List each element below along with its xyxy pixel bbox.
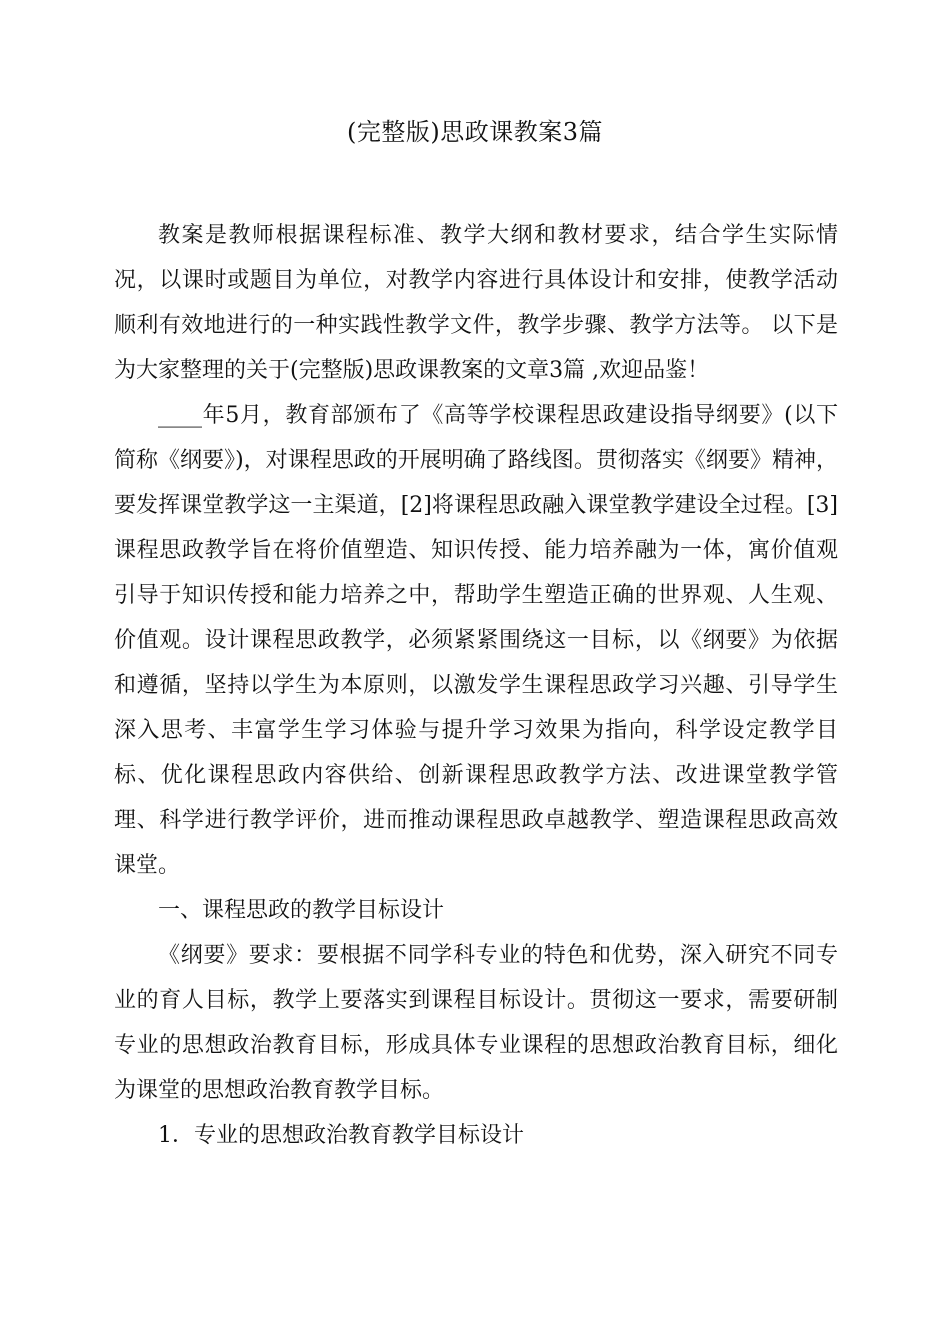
paragraph-background: ____年5月，教育部颁布了《高等学校课程思政建设指导纲要》(以下简称《纲要》)，对课程思政的开展明确了路线图。贯彻落实《纲要》精神，要发挥课堂教学这一主渠道，[2]将课程思政融入课堂教学建设全过程。[3]课程思政教学旨在将价值塑造、知识传授、能力培养融为一体，寓价值观引导于知识传授和能力培养之中，帮助学生塑造正确的世界观、人生观、价值观。设计课程思政教学，必须紧紧围绕这一目标，以《纲要》为依据和遵循，坚持以学生为本原则，以激发学生课程思政学习兴趣、引导学生深入思考、丰富学生学习体验与提升学习效果为指向，科学设定教学目标、优化课程思政内容供给、创新课程思政教学方法、改进课堂教学管理、科学进行教学评价，进而推动课程思政卓越教学、塑造课程思政高效课堂。 (114, 403, 838, 878)
document-body (114, 213, 838, 1158)
document-title: (完整版)思政课教案3篇 (347, 118, 603, 146)
subsection-heading: 1．专业的思想政治教育教学目标设计 (158, 1123, 524, 1148)
section-heading: 一、课程思政的教学目标设计 (158, 898, 445, 923)
paragraph-requirements: 《纲要》要求：要根据不同学科专业的特色和优势，深入研究不同专业的育人目标，教学上要落实到课程目标设计。贯彻这一要求，需要研制专业的思想政治教育目标，形成具体专业课程的思想政治教育目标，细化为课堂的思想政治教育教学目标。 (114, 943, 838, 1103)
paragraph-intro: 教案是教师根据课程标准、教学大纲和教材要求，结合学生实际情况，以课时或题目为单位，对教学内容进行具体设计和安排，使教学活动顺利有效地进行的一种实践性教学文件，教学步骤、教学方法等。 以下是为大家整理的关于(完整版)思政课教案的文章3篇 ,欢迎品鉴！ (114, 223, 838, 383)
